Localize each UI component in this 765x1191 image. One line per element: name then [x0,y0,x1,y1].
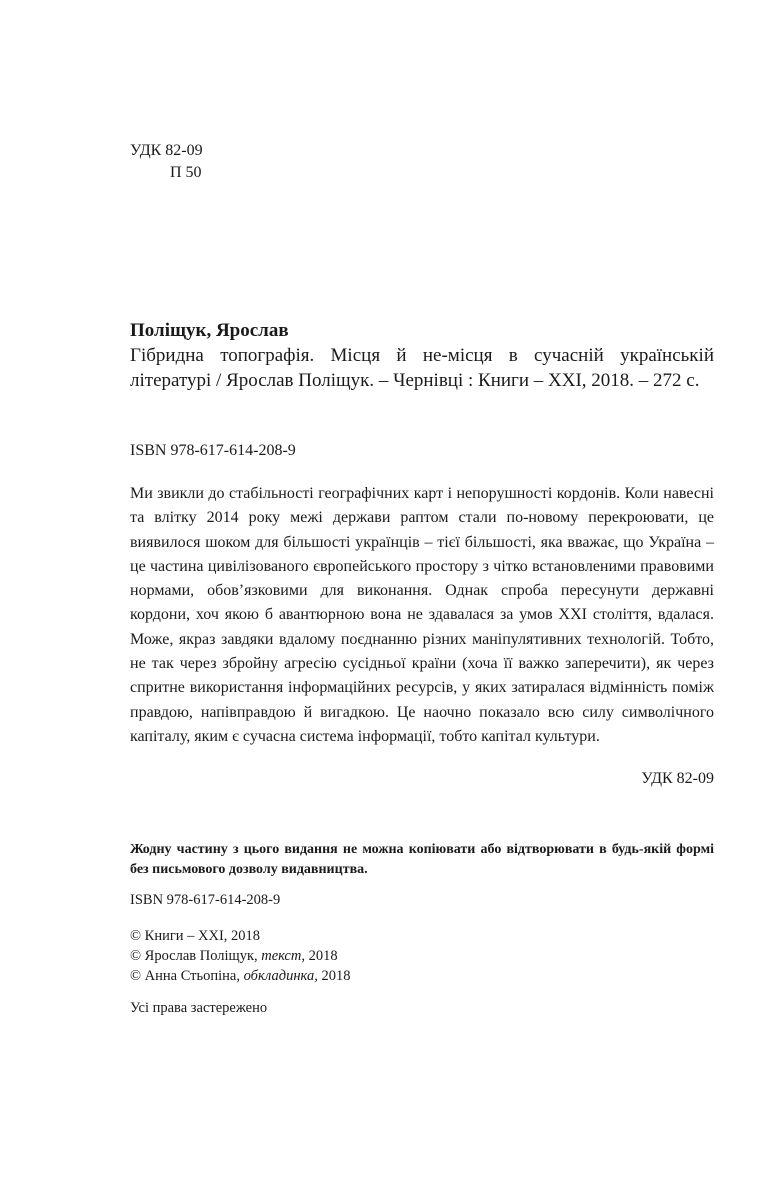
copyright-author-prefix: © Ярослав Поліщук, [130,948,262,964]
rights-reserved: Усі права застережено [130,1000,268,1016]
copyright-author-role: текст [261,948,302,964]
udk-right: УДК 82-09 [641,770,714,787]
author-mark: П 50 [170,164,202,181]
copyright-cover [130,966,714,986]
bibliographic-description: Гібридна топографія. Місця й не-місця в сучасній українській літературі / Ярослав Поліщук. – Чернівці : Книги – XXI, 2018. – 272 с. [130,345,714,391]
copyright-cover-year: 2018 [317,968,351,984]
copy-notice: Жодну частину з цього видання не можна копіювати або відтворювати в будь-якій формі без письмового дозволу видавництва. [130,842,714,877]
udk-header [130,140,714,184]
copyright-author-year: , 2018 [301,948,338,964]
udk-code: УДК 82-09 [130,142,203,159]
copyright-block [130,926,714,986]
author-name: Поліщук, Ярослав [130,320,289,341]
copyright-cover-role: обкладинка, [243,968,318,984]
copyright-author [130,946,714,966]
bibliographic-record [130,318,714,393]
isbn-top: ISBN 978-617-614-208-9 [130,442,296,459]
copyright-cover-prefix: © Анна Стьопіна, [130,968,244,984]
isbn-bottom: ISBN 978-617-614-208-9 [130,892,281,908]
abstract-paragraph: Ми звикли до стабільності географічних карт і непорушності кордонів. Коли навесні та влітку 2014 року межі держави раптом стали по-новому перекроювати, це виявилося шоком для більшості українців – тієї більшості, яка вважає, що Україна – це частина цивілізованого європейського простору з чітко встановленими правовими нормами, обов’язковими для виконання. Однак спроба пересунути державні кордони, хоч якою б авантюрною вона не здавалася за умов XXI століття, вдалася. Може, якраз завдяки вдалому поєднанню різних маніпулятивних технологій. Тобто, не так через збройну агресію сусідньої країни (хоча її важко заперечити), як через спритне використання інформаційних ресурсів, у яких затиралася відмінність поміж правдою, напівправдою й вигадкою. Це наочно показало всю силу символічного капіталу, яким є сучасна система інформації, тобто капітал культури. [130,485,714,745]
copyright-publisher: © Книги – XXI, 2018 [130,928,261,944]
